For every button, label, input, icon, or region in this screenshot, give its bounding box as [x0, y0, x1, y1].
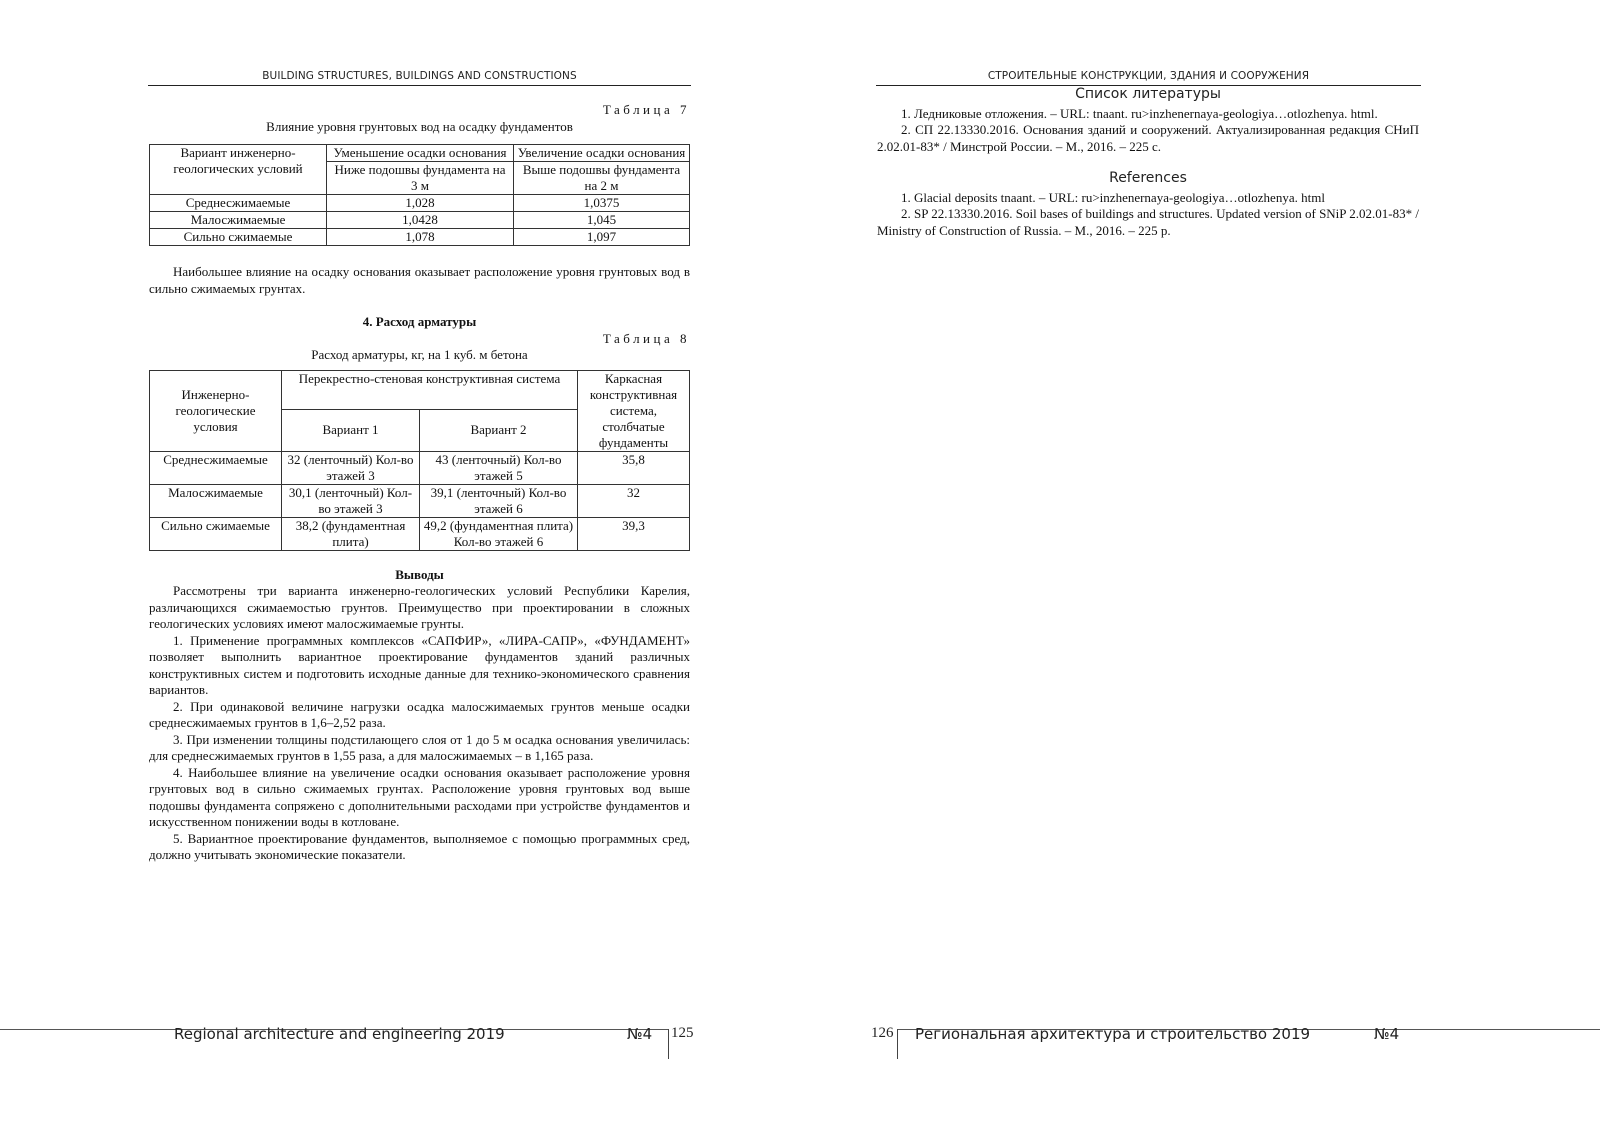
table-cell: 49,2 (фундаментная плита) Кол-во этажей 6	[420, 517, 578, 550]
table-cell: 1,0428	[327, 212, 514, 229]
table-cell: 39,1 (ленточный) Кол-во этажей 6	[420, 484, 578, 517]
reference-item: 2. СП 22.13330.2016. Основания зданий и сооружений. Актуализированная редакция СНиП 2.02.01-83* / Минстрой России. – М., 2016. – 225 с.	[877, 122, 1419, 154]
table-cell: 43 (ленточный) Кол-во этажей 5	[420, 451, 578, 484]
table-header-cell: Каркасная конструктивная система, столбчатые фундаменты	[578, 370, 690, 451]
table-cell: 35,8	[578, 451, 690, 484]
table-header-cell: Вариант 1	[282, 409, 420, 451]
table-cell: 39,3	[578, 517, 690, 550]
paragraph: 2. При одинаковой величине нагрузки осадка малосжимаемых грунтов меньше осадки среднесжимаемых грунтов в 1,6–2,52 раза.	[149, 698, 690, 730]
table-cell: 38,2 (фундаментная плита)	[282, 517, 420, 550]
footer-issue: №4	[627, 1025, 653, 1043]
table-cell: Среднесжимаемые	[150, 195, 327, 212]
table-row	[150, 484, 690, 517]
page-number: 126	[871, 1025, 894, 1041]
reference-item: 1. Ледниковые отложения. – URL: tnaant. ru>inzhenernaya-geologiya…otlozhenya. html.	[901, 105, 1378, 121]
table-header-cell: Вариант 2	[420, 409, 578, 451]
table-header-cell: Вариант инженерно-геологических условий	[150, 145, 327, 195]
references	[877, 86, 1419, 239]
reference-item: 1. Glacial deposits tnaant. – URL: ru>inzhenernaya-geologiya…otlozhenya. html	[901, 189, 1325, 205]
table-header-cell: Увеличение осадки основания	[514, 145, 690, 162]
table-title: Влияние уровня грунтовых вод на осадку фундаментов	[266, 118, 573, 134]
footer-journal: Regional architecture and engineering 2019	[174, 1025, 505, 1043]
table-header-cell: Инженерно-геологические условия	[150, 370, 282, 451]
table-cell: Сильно сжимаемые	[150, 517, 282, 550]
section-heading: Выводы	[395, 566, 444, 582]
table-cell: 1,078	[327, 229, 514, 246]
footer-journal: Региональная архитектура и строительство 2019	[915, 1025, 1311, 1043]
table-header-cell: Перекрестно-стеновая конструктивная система	[282, 370, 578, 409]
table-cell: 32	[578, 484, 690, 517]
table-cell: Малосжимаемые	[150, 484, 282, 517]
running-head: BUILDING STRUCTURES, BUILDINGS AND CONSTRUCTIONS	[262, 70, 577, 82]
table-cell: 1,097	[514, 229, 690, 246]
footer-issue: №4	[1374, 1025, 1400, 1043]
reinforcement-table	[149, 370, 690, 551]
table-header-cell: Ниже подошвы фундамента на 3 м	[327, 162, 514, 195]
reference-item: 2. SP 22.13330.2016. Soil bases of buildings and structures. Updated version of SNiP 2.02.01-83* / Ministry of Construction of Russia. – M., 2016. – 225 p.	[877, 206, 1419, 238]
header-rule	[148, 85, 691, 86]
table-header-cell: Уменьшение осадки основания	[327, 145, 514, 162]
table-title: Расход арматуры, кг, на 1 куб. м бетона	[311, 347, 528, 362]
table-row	[150, 517, 690, 550]
table-number: Таблица 7	[602, 102, 690, 117]
table-cell: 1,045	[514, 212, 690, 229]
table-cell: Среднесжимаемые	[150, 451, 282, 484]
paragraph: 1. Применение программных комплексов «САПФИР», «ЛИРА-САПР», «ФУНДАМЕНТ» позволяет выполнить вариантное проектирование фундаментов зданий различных конструктивных систем и подготовить исходные данные для технико-экономического сравнения вариантов.	[149, 632, 690, 697]
table-row	[150, 212, 690, 229]
table-row	[150, 451, 690, 484]
table-cell: 1,028	[327, 195, 514, 212]
table-header-cell: Выше подошвы фундамента на 2 м	[514, 162, 690, 195]
table-cell: 1,0375	[514, 195, 690, 212]
table-cell: Сильно сжимаемые	[150, 229, 327, 246]
footer-divider	[668, 1029, 669, 1059]
table-cell: 30,1 (ленточный) Кол-во этажей 3	[282, 484, 420, 517]
running-head: СТРОИТЕЛЬНЫЕ КОНСТРУКЦИИ, ЗДАНИЯ И СООРУЖЕНИЯ	[987, 70, 1310, 82]
references-heading: References	[1109, 170, 1187, 186]
table-cell: 32 (ленточный) Кол-во этажей 3	[282, 451, 420, 484]
page-number: 125	[671, 1025, 694, 1041]
paragraph: 4. Наибольшее влияние на увеличение осадки основания оказывает расположение уровня грунтовых вод в сильно сжимаемых грунтах. Расположение уровня грунтовых вод выше подошвы фундамента сопряжено с дополнительными расходами при устройстве фундаментов и искусственном понижении воды в котловане.	[149, 764, 690, 829]
table-cell: Малосжимаемые	[150, 212, 327, 229]
paragraph: 3. При изменении толщины подстилающего слоя от 1 до 5 м осадка основания увеличилась: для среднесжимаемых грунтов в 1,55 раза, а для малосжимаемых – в 1,165 раза.	[149, 731, 690, 763]
right-page	[800, 0, 1600, 1132]
paragraph: Рассмотрены три варианта инженерно-геологических условий Республики Карелия, различающихся сжимаемостью грунтов. Преимущество при проектировании в сложных геологических условиях имеют малосжимаемые грунты.	[149, 583, 690, 631]
table-row	[150, 229, 690, 246]
references-heading: Список литературы	[1075, 86, 1221, 102]
footer-divider	[897, 1029, 898, 1059]
left-content	[149, 102, 690, 864]
section-heading: 4. Расход арматуры	[362, 314, 477, 329]
paragraph: 5. Вариантное проектирование фундаментов, выполняемое с помощью программных сред, должно учитывать экономические показатели.	[149, 830, 690, 862]
table-row	[150, 195, 690, 212]
groundwater-table	[149, 144, 690, 246]
table-number: Таблица 8	[602, 330, 690, 346]
paragraph: Наибольшее влияние на осадку основания оказывает расположение уровня грунтовых вод в сильно сжимаемых грунтах.	[149, 264, 690, 296]
